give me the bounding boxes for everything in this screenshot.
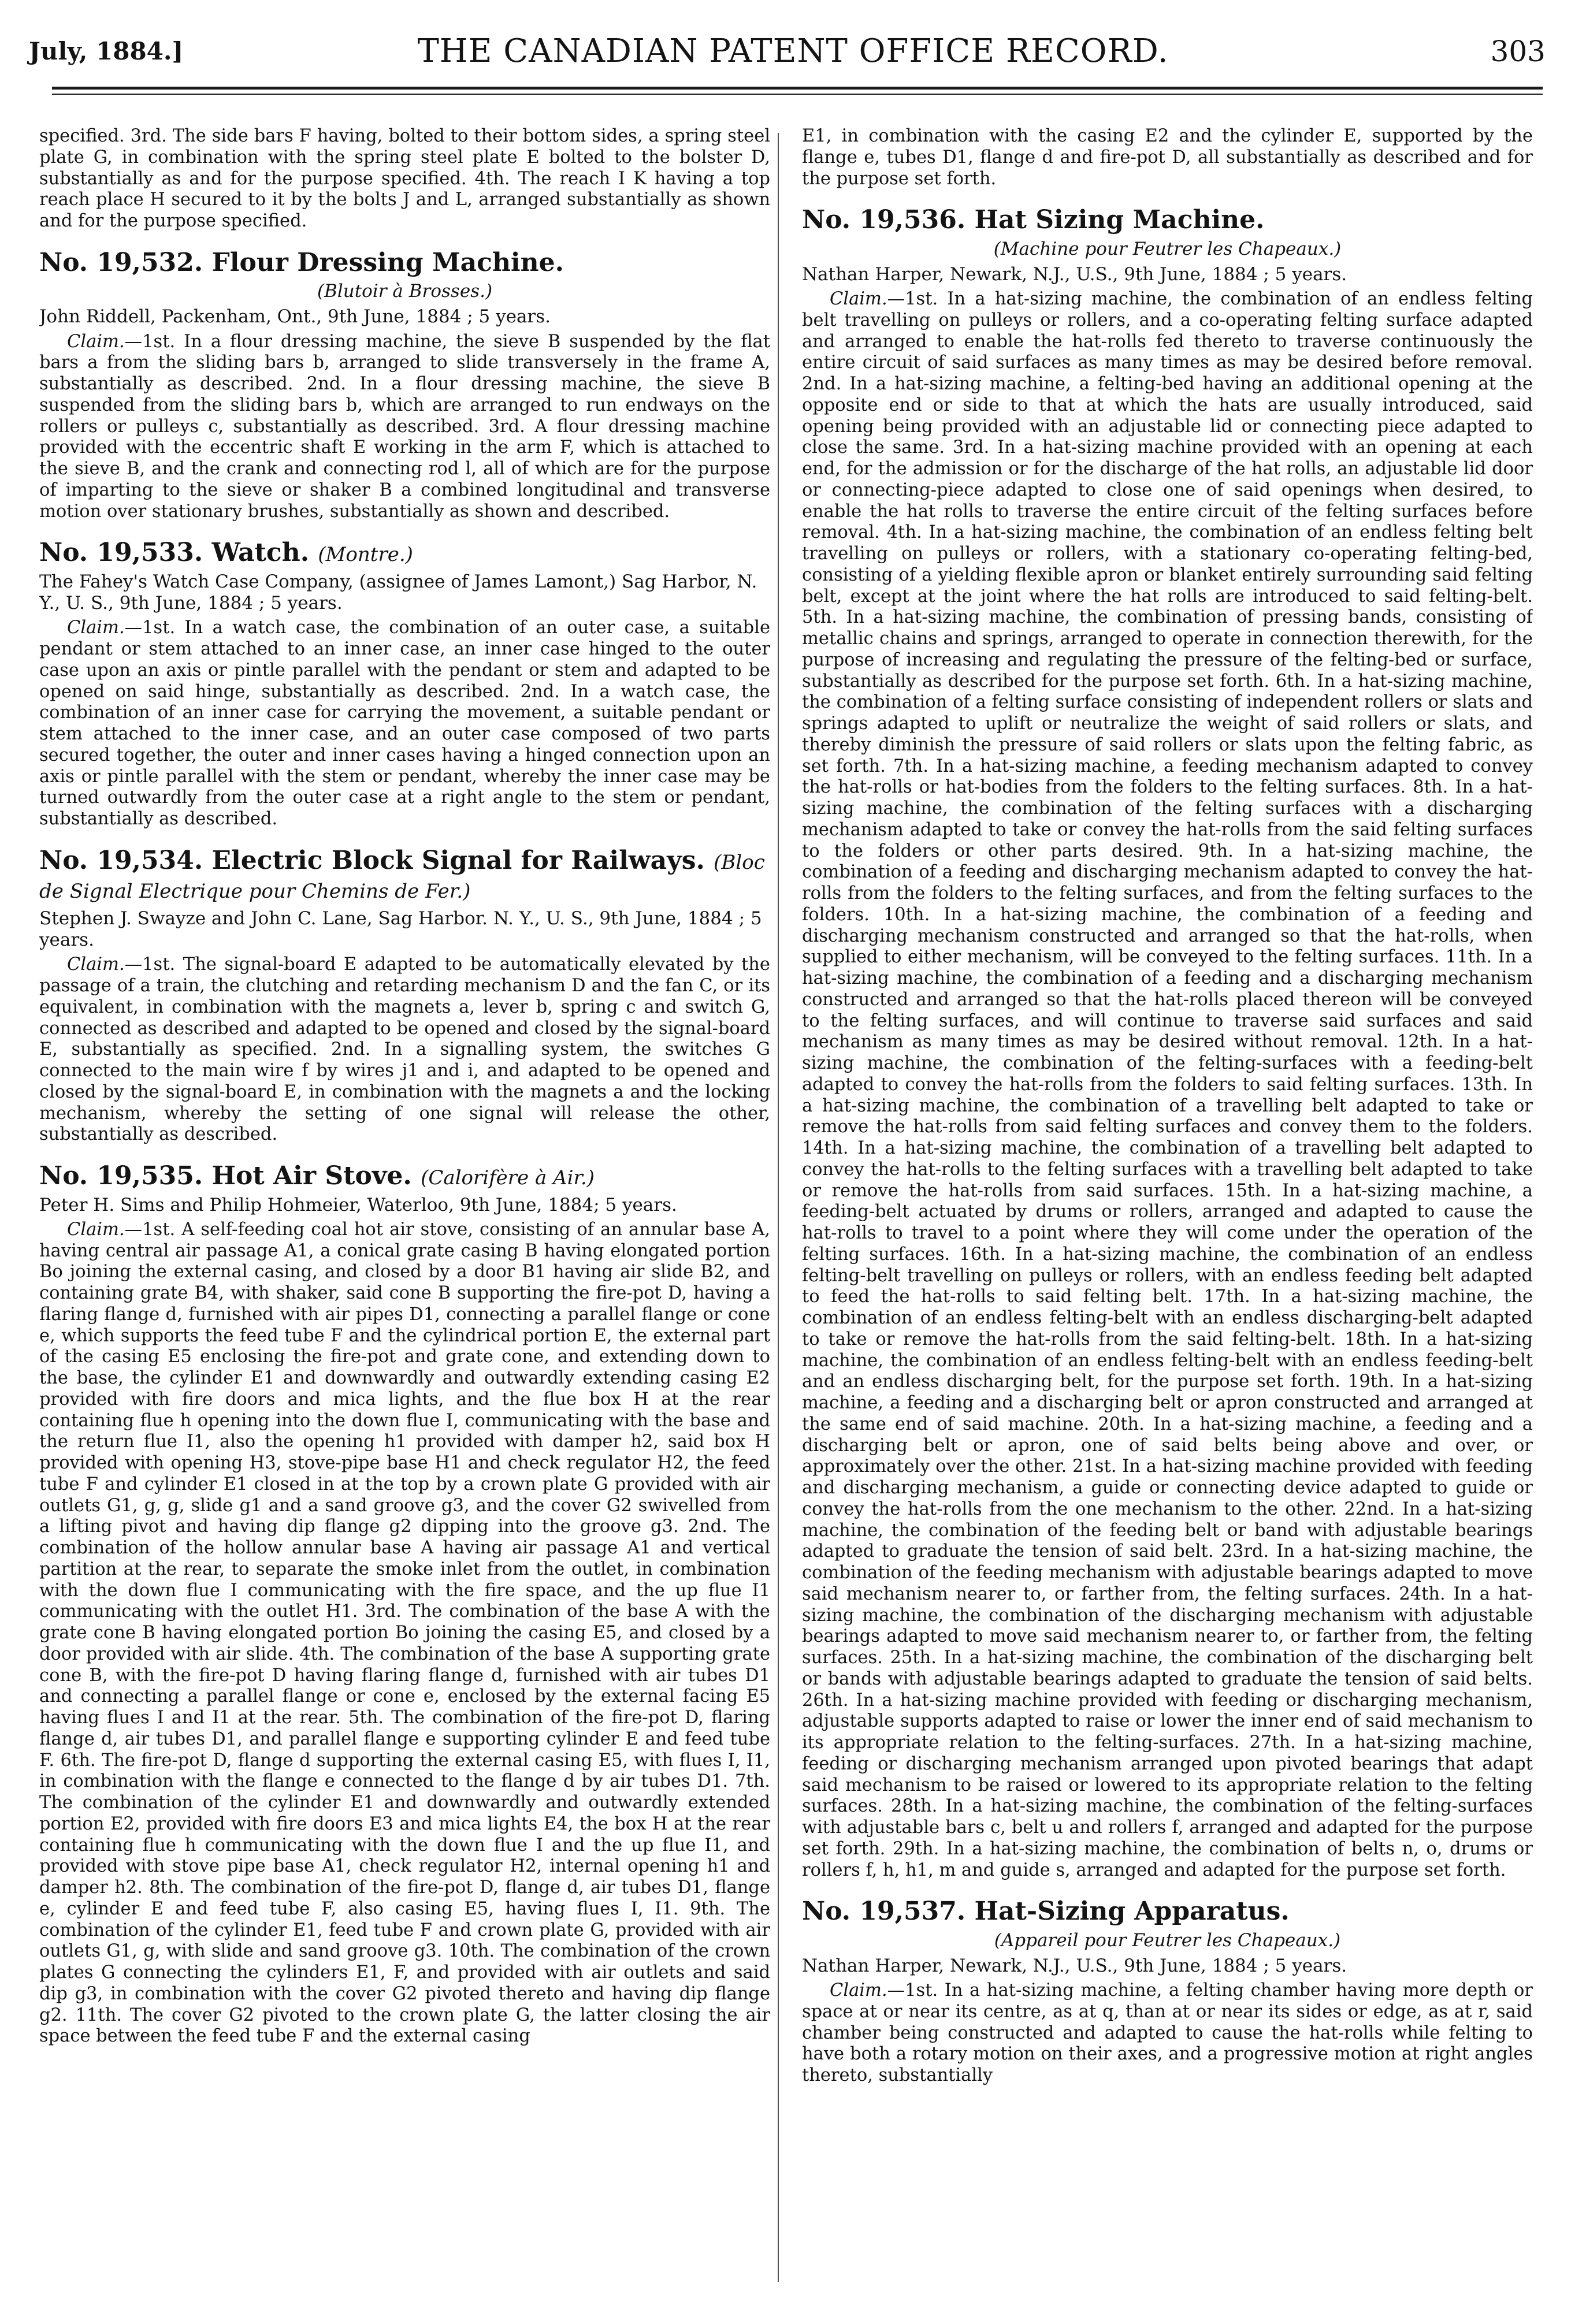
french-title: (Appareil pour Feutrer les Chapeaux.) (994, 1929, 1341, 1951)
claim-text (39, 618, 770, 830)
patent-entry (39, 1162, 770, 2047)
patentee-line: Stephen J. Swayze and John C. Lane, Sag Harbor. N. Y., U. S., 9th June, 1884 ; 5 years. (39, 908, 762, 951)
claim-body: —1st. In a hat-sizing machine, the combination of an endless felting belt travelling on pulleys or rollers, and a co-operating felting surface adapted and arranged to enable the hat-rolls fed thereto to traverse continuously the entire circuit of said surfaces as many times as may be desired before removal. 2nd. In a hat-sizing machine, a felting-bed having an additional opening at the opposite end or side to that at which the hats are usually introduced, said opening being provided with an adjustable lid or connecting piece adapted to close the same. 3rd. In a hat-sizing machine provided with an opening at each end, for the admission or for the discharge of the hat rolls, an adjustable lid door or connecting-piece adapted to close one of said openings when desired, to enable the hat rolls to traverse the entire circuit of the felting surfaces before removal. 4th. In a hat-sizing machine, the combination of an endless felting belt travelling on pulleys or rollers, with a stationary co-operating felting-bed, consisting of a yielding flexible apron or blanket entirely surrounding said felting belt, except at the joint where the hat rolls are introduced to said felting-belt. 5th. In a hat-sizing machine, the combination of pressing bands, consisting of metallic chains and springs, arranged to operate in connection therewith, for the purpose of increasing and regulating the pressure of the felting-bed or surface, substantially as described for the purpose set forth. 6th. In a hat-sizing machine, the combination of a felting surface consisting of independent rollers or slats and springs adapted to uplift or neutralize the weight of said rollers or slats, and thereby diminish the pressure of said rollers or slats upon the felting fabric, as set forth. 7th. In a hat-sizing machine, a feeding mechanism adapted to convey the hat-rolls or hat-bodies from the folders to the felting surfaces. 8th. In a hat-sizing machine, the combination of the felting surfaces with a discharging mechanism adapted to take or convey the hat-rolls from the said felting surfaces to the folders or other parts desired. 9th. In a hat-sizing machine, the combination of a feeding and discharging mechanism adapted to convey the hat-rolls from the folders to the felting surfaces, and from the felting surfaces to the folders. 10th. In a hat-sizing machine, the combination of a feeding and discharging mechanism constructed and arranged so that the hat-rolls, when supplied to either mechanism, will be conveyed to the felting surfaces. 11th. In a hat-sizing machine, the combination of a feeding and a discharging mechanism constructed and arranged so that the hat-rolls placed thereon will be conveyed to the felting surfaces, and will continue to traverse said surfaces and said mechanism as many times as may be desired without removal. 12th. In a hat-sizing machine, the combination of the felting-surfaces with a feeding-belt adapted to convey the hat-rolls from the folders to said felting surfaces. 13th. In a hat-sizing machine, the combination of a travelling belt adapted to take or remove the hat-rolls from said felting surfaces and convey them to the folders. 14th. In a hat-sizing machine, the combination of a travelling belt adapted to convey the hat-rolls to the felting surfaces with a travelling belt adapted to take or remove the hat-rolls from said surfaces. 15th. In a hat-sizing machine, a feeding-belt actuated by drums or rollers, arranged and adapted to cause the hat-rolls to travel to a point where they will come under the operation of the felting surfaces. 16th. In a hat-sizing machine, the combination of an endless felting-belt travelling on pulleys or rollers, with an endless feeding belt adapted to feed the hat-rolls to said felting belt. 17th. In a hat-sizing machine, the combination of an endless felting-belt with an endless discharging-belt adapted to take or remove the hat-rolls from the said felting-belt. 18th. In a hat-sizing machine, the combination of an endless felting-belt with an endless feeding-belt and an endless discharging belt, for the purpose set forth. 19th. In a hat-sizing machine, a feeding and a discharging belt or apron constructed and arranged at the same end of said machine. 20th. In a hat-sizing machine, a feeding and a discharging belt or apron, one of said belts being above and over, or approximately over the other. 21st. In a hat-sizing machine provided with feeding and discharging mechanism, a guide or connecting device adapted to guide or convey the hat-rolls from the one mechanism to the other. 22nd. In a hat-sizing machine, the combination of the feeding belt or band with adjustable bearings adapted to graduate the tension of said belt. 23rd. In a hat-sizing machine, the combination of the feeding mechanism with adjustable bearings adapted to move said mechanism nearer to, or farther from, the felting surfaces. 24th. In a hat-sizing machine, the combination of the discharging mechanism with adjustable bearings adapted to move said mechanism nearer to, or farther from, the felting surfaces. 25th. In a hat-sizing machine, the combination of the discharging belt or bands with adjustable bearings adapted to graduate the tension of said belts. 26th. In a hat-sizing machine provided with feeding or discharging mechanism, adjustable supports adapted to raise or lower the inner end of said mechanism to its appropriate relation to the felting-surfaces. 27th. In a hat-sizing machine, feeding or discharging mechanism arranged upon pivoted bearings that adapt said mechanism to be raised or lowered to its appropriate relation to the felting surfaces. 28th. In a hat-sizing machine, the combination of the felting-surfaces with adjustable bars c, belt u and rollers f, arranged and adapted for the purpose set forth. 29th. In a hat-sizing machine, the combination of belts n, o, drums or rollers f, h, h1, m and guide s, arranged and adapted for the purpose set forth. (802, 289, 1533, 1880)
claim-body: —1st. In a flour dressing machine, the sieve B suspended by the flat bars a from the sliding bars b, arranged to slide transversely in the frame A, substantially as described. 2nd. In a flour dressing machine, the sieve B suspended from the sliding bars b, which are arranged to run endways on the rollers or pulleys c, substantially as described. 3rd. A flour dressing machine provided with the eccentric shaft E working in the arm F, which is attached to the sieve B, and the crank and connecting rod l, all of which are for the purpose of imparting to the sieve or shaker B a combined longitudinal and transverse motion over stationary brushes, substantially as shown and described. (39, 331, 770, 522)
claim-text (39, 332, 770, 523)
column-divider (778, 133, 779, 2282)
patent-title: Watch. (211, 538, 310, 568)
entry-heading (39, 248, 770, 278)
patent-number: No. 19,535. (39, 1161, 203, 1191)
claim-label: Claim. (67, 331, 125, 352)
patent-entry (39, 846, 770, 1146)
patentee-line: John Riddell, Packenham, Ont., 9th June, 1884 ; 5 years. (39, 306, 551, 328)
claim-text (802, 289, 1533, 1881)
page-number: 303 (1490, 35, 1546, 68)
page-header (29, 30, 1557, 70)
continuation-text: specified. 3rd. The side bars F having, bolted to their bottom sides, a spring steel plate G, in combination with the spring steel plate E bolted to the bolster D, substantially as and for the purpose specified. 4th. The reach I K having a top reach place H secured to it by the bolts J and L, arranged substantially as shown and for the purpose specified. (39, 126, 770, 231)
patent-entry (802, 1897, 1533, 2087)
claim-label: Claim. (830, 1980, 887, 2001)
french-title: (Blutoir à Brosses.) (317, 281, 493, 302)
claim-body: —1st. In a watch case, the combination of an outer case, a suitable pendant or stem attached to an inner case, an inner case hinged to the outer case upon an axis or pintle parallel with the pendant or stem and adapted to be opened on said hinge, substantially as described. 2nd. In a watch case, the combination of an inner case for carrying the movement, a suitable pendant or stem attached to the inner case, and an outer case composed of two parts secured together, the outer and inner cases having a hinged connection upon an axis or pintle parallel with the stem or pendant, whereby the inner case may be turned outwardly from the outer case at a right angle to the stem or pendant, substantially as described. (39, 618, 770, 829)
claim-label: Claim. (67, 618, 125, 638)
patent-title: Flour Dressing Machine. (211, 247, 564, 277)
claim-label: Claim. (67, 954, 125, 975)
claim-text (39, 954, 770, 1146)
french-title: (Montre.) (318, 543, 413, 567)
issue-date: July, 1884.] (29, 37, 184, 65)
continuation-text: E1, in combination with the casing E2 and the cylinder E, supported by the flange e, tubes D1, flange d and fire-pot D, all substantially as described and for the purpose set forth. (802, 126, 1533, 189)
claim-text (802, 1980, 1533, 2087)
french-title: (Machine pour Feutrer les Chapeaux.) (993, 238, 1342, 259)
header-rule-thin (52, 94, 1543, 95)
entry-heading (39, 538, 770, 568)
left-column (39, 126, 770, 2304)
patentee-line: The Fahey's Watch Case Company, (assignee of James Lamont,) Sag Harbor, N. Y., U. S., 9th June, 1884 ; 5 years. (39, 571, 757, 614)
claim-body: —1st. A self-feeding coal hot air stove, consisting of an annular base A, having central air passage A1, a conical grate casing B having elongated portion Bo joining the external casing, and closed by a door B1 having air slide B2, and containing grate B4, with shaker, said cone B supporting the fire-pot D, having a flaring flange d, furnished with air pipes D1, connecting a parallel flange or cone e, which supports the feed tube F and the cylindrical portion E, the external part of the casing E5 enclosing the fire-pot and grate cone, and extending down to the base, the cylinder E1 and downwardly and outwardly extending casing E2 provided with fire doors and mica lights, and the flue box H at the rear containing flue h opening into the down flue I, communicating with the base and the return flue I1, also the opening h1 provided with damper h2, said box H provided with opening H3, stove-pipe base H1 and check regulator H2, the feed tube F and cylinder E1 closed in at the top by a crown plate G provided with air outlets G1, g, g, slide g1 and a sand groove g3, and the cover G2 swivelled from a lifting pivot and having dip flange g2 dipping into the groove g3. 2nd. The combination of the hollow annular base A having air passage A1 and vertical partition at the rear, to separate the smoke inlet from the outlet, in combination with the down flue I communicating with the fire space, and the up flue I1 communicating with the outlet H1. 3rd. The combination of the base A with the grate cone B having elongated portion Bo joining the casing E5, and closed by a door provided with air slide. 4th. The combination of the base A supporting grate cone B, with the fire-pot D having flaring flange d, furnished with air tubes D1 and connecting a parallel flange or cone e, enclosed by the external facing E5 having flues I and I1 at the rear. 5th. The combination of the fire-pot D, flaring flange d, air tubes D1, and parallel flange e supporting cylinder E and feed tube F. 6th. The fire-pot D, flange d supporting the external casing E5, with flues I, I1, in combination with the flange e connected to the flange d by air tubes D1. 7th. The combination of the cylinder E1 and downwardly and outwardly extended portion E2, provided with fire doors E3 and mica lights E4, the box H at the rear containing flue h communicating with the down flue I and the up flue I1, and provided with stove pipe base A1, check regulator H2, internal opening h1 and damper h2. 8th. The combination of the fire-pot D, flange d, air tubes D1, flange e, cylinder E and feed tube F, also casing E5, having flues I, I1. 9th. The combination of the cylinder E1, feed tube F and crown plate G, provided with air outlets G1, g, with slide and sand groove g3. 10th. The combination of the crown plates G connecting the cylinders E1, F, and provided with air outlets and said dip g3, in combination with the cover G2 pivoted thereto and having dip flange g2. 11th. The cover G2 pivoted to the crown plate G, the latter closing the air space between the feed tube F and the external casing (39, 1219, 770, 2047)
patent-title: Hat Sizing Machine. (974, 205, 1265, 235)
entry-heading (39, 846, 770, 905)
patent-entry (39, 538, 770, 830)
claim-text (39, 1219, 770, 2047)
entry-heading (39, 1162, 770, 1191)
patent-number: No. 19,532. (39, 247, 203, 277)
patentee-line: Nathan Harper, Newark, N.J., U.S., 9th June, 1884 ; 5 years. (802, 1955, 1347, 1976)
claim-body: —1st. In a hat-sizing machine, a felting chamber having more depth or space at or near its centre, as at q, than at or near its sides or edge, as at r, said chamber being constructed and adapted to cause the hat-rolls while felting to have both a rotary motion on their axes, and a progressive motion at right angles thereto, substantially (802, 1980, 1533, 2086)
publication-title: THE CANADIAN PATENT OFFICE RECORD. (417, 32, 1169, 70)
claim-body: —1st. The signal-board E adapted to be automatically elevated by the passage of a train, the clutching and retarding mechanism D and the fan C, or its equivalent, in combination with the magnets a, lever b, spring c and switch G, connected as described and adapted to be opened and closed by the signal-board E, substantially as specified. 2nd. In a signalling system, the switches G connected to the main wire f by wires j1 and i, and adapted to be opened and closed by the signal-board E, in combination with the magnets a and the locking mechanism, whereby the setting of one signal will release the other, substantially as described. (39, 954, 770, 1145)
patent-title: Electric Block Signal for Railways. (211, 845, 705, 875)
patent-number: No. 19,534. (39, 845, 203, 875)
patent-entry (802, 206, 1533, 1881)
claim-label: Claim. (67, 1219, 125, 1240)
patent-number: No. 19,536. (802, 205, 966, 235)
right-column (802, 126, 1533, 2304)
entry-heading (802, 1897, 1533, 1927)
patent-title: Hot Air Stove. (211, 1161, 412, 1191)
patentee-line: Peter H. Sims and Philip Hohmeier, Waterloo, 9th June, 1884; 5 years. (39, 1194, 677, 1215)
header-rule-thick (52, 87, 1543, 90)
french-title: (Bloc de Signal Electrique pour Chemins de Fer.) (39, 850, 765, 903)
claim-label: Claim. (830, 289, 887, 310)
entry-heading (802, 206, 1533, 235)
french-title: (Calorifère à Air.) (421, 1166, 595, 1190)
patent-number: No. 19,533. (39, 538, 203, 568)
patent-entry (39, 248, 770, 523)
patent-number: No. 19,537. (802, 1897, 966, 1927)
patent-title: Hat-Sizing Apparatus. (974, 1897, 1290, 1927)
patentee-line: Nathan Harper, Newark, N.J., U.S., 9th June, 1884 ; 5 years. (802, 263, 1347, 285)
